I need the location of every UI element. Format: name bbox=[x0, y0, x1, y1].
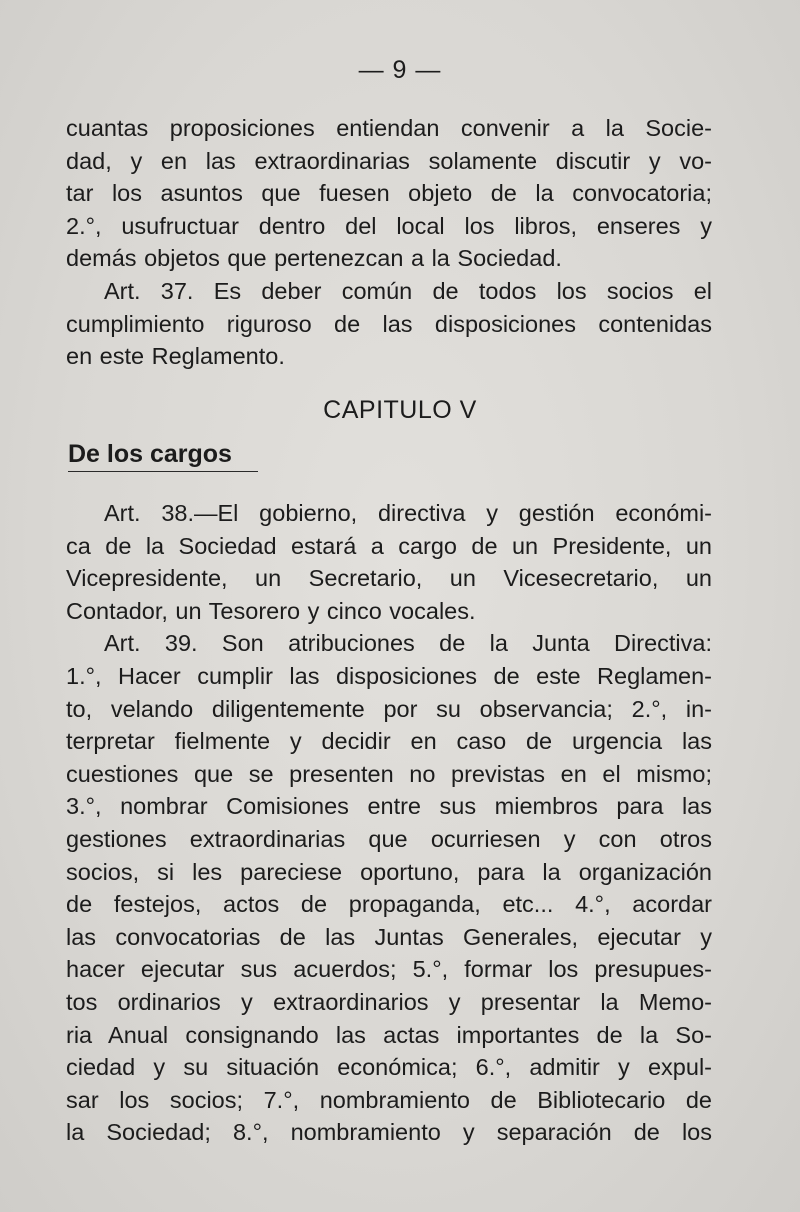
text-line: tar los asuntos que fuesen objeto de la convocatoria; bbox=[66, 180, 712, 207]
text-line: ca de la Sociedad estará a cargo de un Presidente, un bbox=[66, 532, 712, 559]
article-38-paragraph bbox=[66, 497, 712, 627]
text-line: tos ordinarios y extraordinarios y presentar la Memo- bbox=[66, 988, 712, 1015]
page-number: — 9 — bbox=[358, 56, 442, 84]
text-line: cuestiones que se presenten no previstas en el mismo; bbox=[66, 760, 712, 787]
text-line: 2.°, usufructuar dentro del local los libros, enseres y bbox=[66, 212, 712, 239]
text-line: socios, si les pareciese oportuno, para la organización bbox=[66, 858, 712, 885]
text-line: cumplimiento riguroso de las disposiciones contenidas bbox=[66, 310, 712, 337]
text-line: dad, y en las extraordinarias solamente discutir y vo- bbox=[66, 147, 712, 174]
article-37-paragraph bbox=[66, 275, 712, 373]
chapter-title: CAPITULO V bbox=[323, 396, 477, 424]
text-line: 3.°, nombrar Comisiones entre sus miembros para las bbox=[66, 793, 712, 820]
text-line: terpretar fielmente y decidir en caso de urgencia las bbox=[66, 728, 712, 755]
text-line: Art. 38.—El gobierno, directiva y gestión económi- bbox=[104, 500, 712, 526]
text-line: Vicepresidente, un Secretario, un Vicesecretario, un bbox=[66, 565, 712, 592]
text-line: to, velando diligentemente por su observancia; 2.°, in- bbox=[66, 695, 712, 722]
text-line: las convocatorias de las Juntas Generales, ejecutar y bbox=[66, 923, 712, 950]
text-line: Art. 37. Es deber común de todos los socios el bbox=[104, 277, 712, 304]
text-block-upper bbox=[66, 112, 712, 373]
text-line: 1.°, Hacer cumplir las disposiciones de este Reglamen- bbox=[66, 662, 712, 689]
article-39-paragraph bbox=[66, 627, 712, 1149]
text-line: de festejos, actos de propaganda, etc... 4.°, acordar bbox=[66, 891, 712, 918]
section-heading: De los cargos bbox=[68, 440, 258, 472]
text-line: Contador, un Tesorero y cinco vocales. bbox=[66, 597, 476, 624]
text-line: cuantas proposiciones entiendan convenir a la Socie- bbox=[66, 115, 712, 141]
text-line: Art. 39. Son atribuciones de la Junta Directiva: bbox=[104, 630, 712, 657]
text-line: ria Anual consignando las actas importantes de la So- bbox=[66, 1021, 712, 1048]
text-line: hacer ejecutar sus acuerdos; 5.°, formar los presupues- bbox=[66, 956, 712, 983]
text-line: gestiones extraordinarias que ocurriesen y con otros bbox=[66, 825, 712, 852]
text-block-lower bbox=[66, 497, 712, 1149]
text-line: demás objetos que pertenezcan a la Sociedad. bbox=[66, 245, 562, 272]
text-line: sar los socios; 7.°, nombramiento de Bibliotecario de bbox=[66, 1086, 712, 1113]
article-continuation-paragraph bbox=[66, 112, 712, 275]
text-line: ciedad y su situación económica; 6.°, admitir y expul- bbox=[66, 1054, 712, 1081]
text-line: en este Reglamento. bbox=[66, 343, 285, 370]
text-line: la Sociedad; 8.°, nombramiento y separación de los bbox=[66, 1119, 712, 1146]
